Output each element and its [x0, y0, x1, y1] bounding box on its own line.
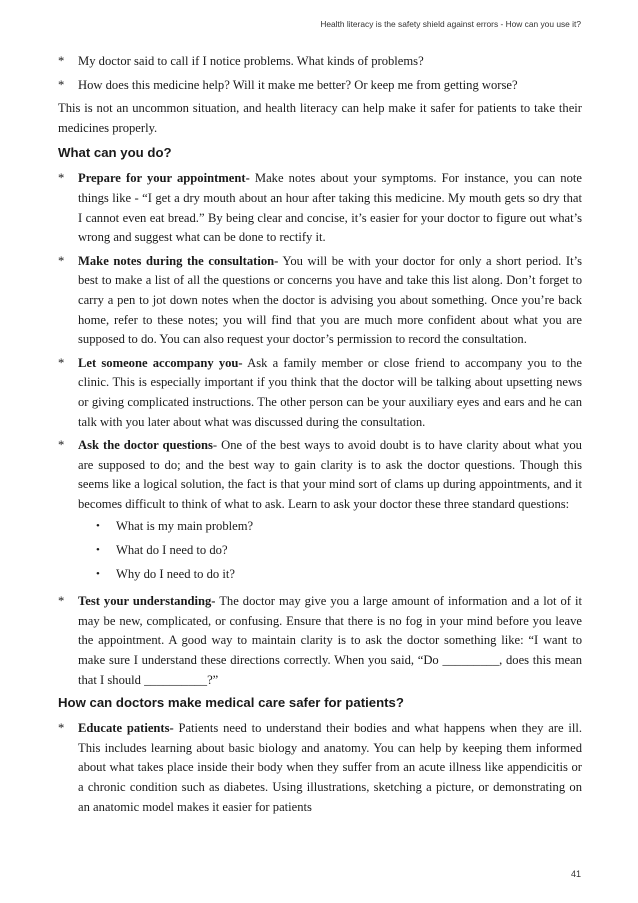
- advice-item: [58, 354, 582, 432]
- bullet-dot-icon: •: [96, 567, 100, 580]
- advice-item: [58, 592, 582, 690]
- intro-item: [58, 76, 582, 96]
- advice-item-text: You will be with your doctor for only a short period. It’s best to make a list of all the questions or concerns you have and take this list along. Don’t forget to carry a pen to jot down notes when the doctor is advising you about something. Once you’re back home, refer to these notes; you will find that you are much more confident about what you are supposed to do. You can also request your doctor’s permission to record the consultation.: [78, 253, 582, 347]
- intro-item-text: My doctor said to call if I notice problems. What kinds of problems?: [78, 54, 424, 68]
- question-text: Why do I need to do it?: [116, 566, 235, 581]
- list-item: [96, 517, 582, 537]
- advice-item-text: Ask a family member or close friend to accompany you to the clinic. This is especially important if you think that the doctor will be talking about upsetting news or giving complicated instructions. The other person can be your auxiliary eyes and ears and he can talk with you later about what was discussed during the consultation.: [78, 355, 582, 429]
- intro-item-text: How does this medicine help? Will it make me better? Or keep me from getting worse?: [78, 77, 518, 92]
- advice-item-text: Patients need to understand their bodies and what happens when they are ill. This includes learning about basic biology and anatomy. You can help by keeping them informed about what takes place inside their body when they suffer from an acute illness like appendicitis or a chronic condition such as diabetes. Using illustrations, sketching a picture, or demonstrating on an anatomic model makes it easier for patients: [78, 721, 582, 814]
- page-number: 41: [570, 869, 581, 879]
- section-heading-what-can-you-do: What can you do?: [58, 145, 172, 161]
- bullet-dot-icon: •: [96, 544, 100, 557]
- advice-item-lead: Let someone accompany you-: [78, 355, 243, 370]
- bullet-dot-icon: •: [96, 520, 100, 533]
- advice-item-text: - One of the best ways to avoid doubt is to have clarity about what you are supposed to do; and the best way to gain clarity is to ask the doctor questions. Though this seems like a logical solution, the fact is that your mind sort of clams up during appointments, and it becomes difficult to think of what to ask. Learn to ask your doctor these three standard questions:: [78, 438, 582, 511]
- list-item: [96, 565, 582, 585]
- asterisk-marker: *: [58, 355, 65, 370]
- list-item: [96, 541, 582, 561]
- asterisk-marker: *: [58, 721, 65, 736]
- intro-item: [58, 52, 582, 72]
- question-text: What is my main problem?: [116, 519, 254, 534]
- asterisk-marker: *: [58, 77, 65, 92]
- doctor-advice-item: [58, 719, 582, 817]
- asterisk-marker: *: [58, 54, 65, 68]
- asterisk-marker: *: [58, 594, 65, 609]
- asterisk-marker: *: [58, 438, 65, 453]
- section-heading-doctors: How can doctors make medical care safer for patients?: [58, 695, 404, 711]
- standard-questions-list: [96, 517, 582, 584]
- advice-item-lead: Prepare for your appointment-: [78, 171, 250, 186]
- advice-item-lead: Make notes during the consultation-: [78, 253, 279, 268]
- question-text: What do I need to do?: [116, 543, 228, 558]
- asterisk-marker: *: [58, 253, 65, 268]
- asterisk-marker: *: [58, 171, 65, 186]
- advice-item-text: The doctor may give you a large amount of information and a lot of it may be new, complicated, or confusing. Ensure that there is no fog in your mind before you leave the appointment. A good way to maintain clarity is to ask the doctor something like: “I want to make sure I understand these directions correctly. When you said, “Do _________, does this mean that I should __________?”: [78, 594, 582, 687]
- page-content: [58, 52, 582, 821]
- advice-item-text: Make notes about your symptoms. For instance, you can note things like - “I get a dry mouth about an hour after taking this medicine. My mouth gets so dry that I cannot even eat bread.” By being clear and concise, it’s easier for your doctor to figure out what’s wrong and suggest what can be done to rectify it.: [78, 171, 582, 245]
- advice-item: [58, 169, 582, 247]
- running-header: Health literacy is the safety shield against errors - How can you use it?: [320, 19, 581, 29]
- advice-item-lead: Test your understanding-: [78, 594, 216, 609]
- advice-item: [58, 252, 582, 350]
- advice-item-lead: Ask the doctor questions: [78, 438, 213, 453]
- intro-paragraph: This is not an uncommon situation, and health literacy can help make it safer for patients to take their medicines properly.: [58, 101, 582, 135]
- advice-item: [58, 436, 582, 588]
- advice-item-lead: Educate patients-: [78, 721, 174, 736]
